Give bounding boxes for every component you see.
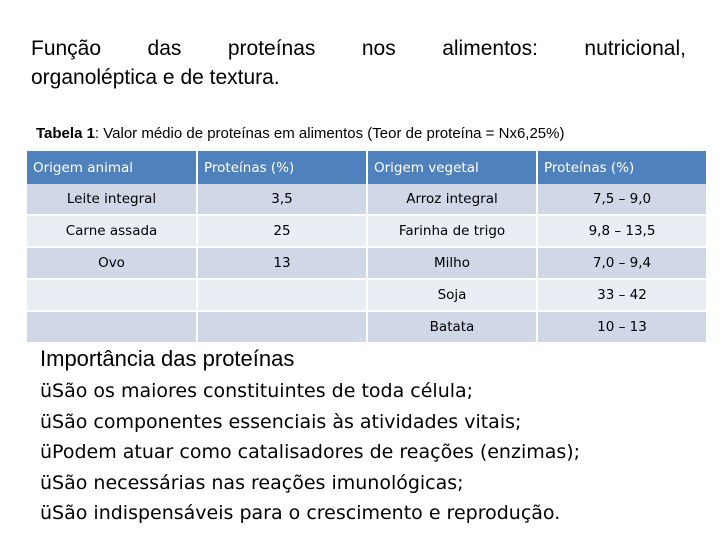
importance-heading: Importância das proteínas: [40, 346, 295, 371]
table-cell: Arroz integral: [367, 184, 537, 215]
list-item-text: São indispensáveis para o crescimento e reprodução.: [52, 502, 561, 524]
list-item-text: São necessárias nas reações imunológicas;: [52, 471, 464, 494]
table-cell: Batata: [367, 311, 537, 343]
title-line-1: [31, 34, 686, 63]
title-word: alimentos:: [442, 37, 538, 60]
check-icon: ü: [40, 380, 53, 402]
check-icon: ü: [40, 471, 53, 494]
caption-text: : Valor médio de proteínas em alimentos (Teor de proteína = Nx6,25%): [94, 125, 565, 142]
table-cell: [27, 311, 197, 343]
header-proteinas-animal: Proteínas (%): [197, 151, 367, 184]
table-row: [27, 311, 707, 343]
title-line-2: organoléptica e de textura.: [31, 66, 280, 89]
table-cell: 7,0 – 9,4: [537, 247, 707, 279]
list-item: [40, 437, 580, 468]
table-header-row: [27, 151, 707, 184]
list-item: [40, 376, 580, 407]
table-cell: 7,5 – 9,0: [537, 184, 707, 215]
protein-table: [27, 151, 708, 344]
check-icon: ü: [40, 502, 53, 524]
list-item-text: Podem atuar como catalisadores de reações (enzimas);: [52, 441, 581, 463]
table-row: [27, 215, 707, 247]
table-cell: Soja: [367, 279, 537, 311]
list-item: [40, 407, 580, 438]
list-item: [40, 498, 580, 529]
table-cell: [27, 279, 197, 311]
table-cell: 3,5: [197, 184, 367, 215]
list-item-text: São os maiores constituintes de toda célula;: [52, 380, 474, 402]
title-word: nutricional,: [584, 37, 686, 60]
table-cell: 25: [197, 215, 367, 247]
header-proteinas-vegetal: Proteínas (%): [537, 151, 707, 184]
slide-title: [31, 34, 686, 92]
title-word: das: [147, 37, 182, 60]
table-cell: Leite integral: [27, 184, 197, 215]
table-cell: Carne assada: [27, 215, 197, 247]
caption-label: Tabela 1: [36, 125, 95, 142]
table-cell: 9,8 – 13,5: [537, 215, 707, 247]
check-icon: ü: [40, 410, 53, 433]
header-origem-vegetal: Origem vegetal: [367, 151, 537, 184]
list-item: [40, 468, 580, 499]
table-caption: [36, 125, 564, 142]
title-word: nos: [361, 37, 396, 60]
header-origem-animal: Origem animal: [27, 151, 197, 184]
table-row: [27, 184, 707, 215]
table-cell: Farinha de trigo: [367, 215, 537, 247]
table-cell: 33 – 42: [537, 279, 707, 311]
table-row: [27, 247, 707, 279]
table-cell: [197, 279, 367, 311]
table-cell: 10 – 13: [537, 311, 707, 343]
table-cell: Milho: [367, 247, 537, 279]
table-row: [27, 279, 707, 311]
check-icon: ü: [40, 441, 53, 463]
list-item-text: São componentes essenciais às atividades vitais;: [52, 410, 522, 433]
title-word: Função: [31, 37, 102, 60]
title-word: proteínas: [227, 37, 316, 60]
importance-list: [40, 376, 580, 529]
table-cell: [197, 311, 367, 343]
table-cell: 13: [197, 247, 367, 279]
table-cell: Ovo: [27, 247, 197, 279]
